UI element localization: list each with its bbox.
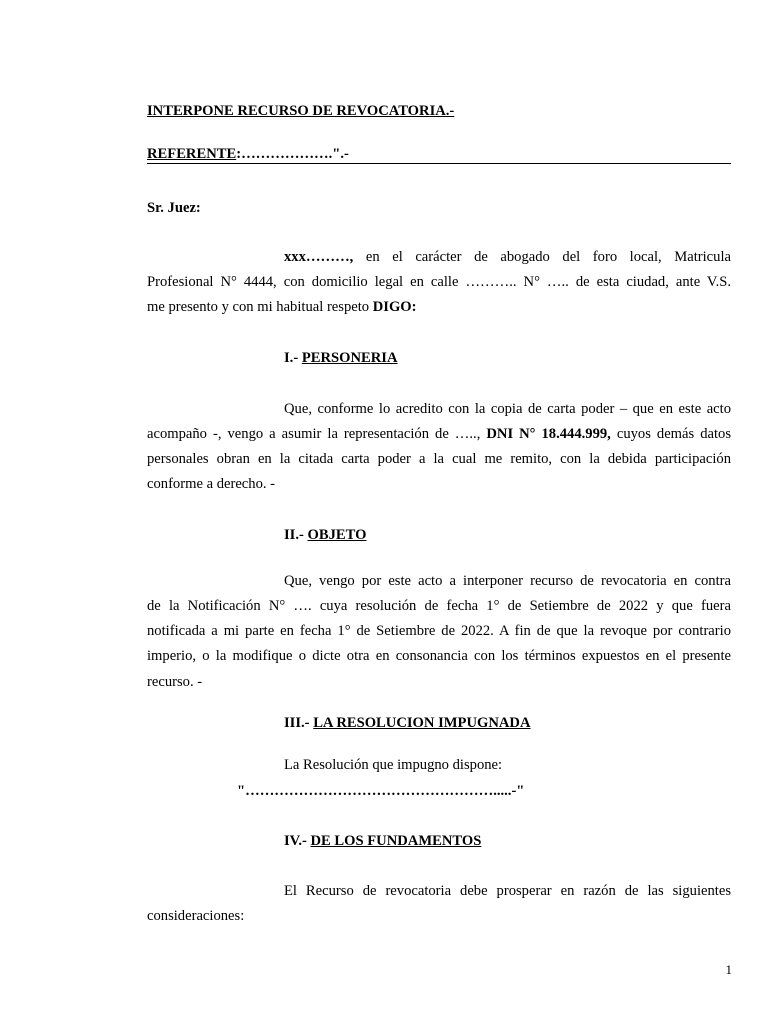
referente-value: :……………….".- — [236, 146, 349, 162]
personeria-line-1: Que, conforme lo acredito con la copia de carta poder – que en este acto — [284, 401, 731, 417]
referente-label: REFERENTE — [147, 146, 237, 162]
lawyer-name: xxx………, — [284, 249, 354, 265]
objeto-line-3: notificada a mi parte en fecha 1° de Setiembre de 2022. A fin de que la revoque por contrario — [147, 623, 731, 639]
referente-underline — [147, 163, 731, 164]
document-title: INTERPONE RECURSO DE REVOCATORIA.- — [147, 103, 455, 119]
intro-line-3: me presento y con mi habitual respeto DIGO: — [147, 299, 417, 315]
objeto-line-4: imperio, o la modifique o dicte otra en consonancia con los términos expuestos en el presente — [147, 648, 731, 664]
personeria-line-3: personales obran en la citada carta poder a la cual me remito, con la debida participación — [147, 451, 731, 467]
section-heading-resolucion: III.- LA RESOLUCION IMPUGNADA — [284, 715, 531, 731]
salutation: Sr. Juez: — [147, 200, 201, 216]
resolucion-line-1: La Resolución que impugno dispone: — [284, 757, 503, 773]
personeria-line-2: acompaño -, vengo a asumir la representación de ….., DNI N° 18.444.999, cuyos demás datos — [147, 426, 732, 442]
section-heading-personeria: I.- PERSONERIA — [284, 350, 398, 366]
document-page — [147, 0, 731, 1024]
objeto-line-1: Que, vengo por este acto a interponer recurso de revocatoria en contra — [284, 573, 731, 589]
section-heading-fundamentos: IV.- DE LOS FUNDAMENTOS — [284, 833, 482, 849]
intro-line-2: Profesional N° 4444, con domicilio legal en calle ……….. N° ….. de esta ciudad, ante V.S. — [147, 274, 731, 290]
page-number: 1 — [725, 962, 732, 977]
objeto-line-2: de la Notificación N° …. cuya resolución de fecha 1° de Setiembre de 2022 y que fuera — [147, 598, 731, 614]
referente-line — [147, 146, 349, 163]
fundamentos-line-1: El Recurso de revocatoria debe prosperar en razón de las siguientes — [284, 883, 731, 899]
intro-line-1: xxx………, en el carácter de abogado del foro local, Matricula — [284, 249, 731, 265]
fundamentos-line-2: consideraciones: — [147, 908, 245, 924]
personeria-line-4: conforme a derecho. - — [147, 476, 276, 492]
section-heading-objeto: II.- OBJETO — [284, 527, 367, 543]
objeto-line-5: recurso. - — [147, 674, 203, 690]
resolucion-quote: "…………………………………………….....-" — [237, 783, 525, 799]
